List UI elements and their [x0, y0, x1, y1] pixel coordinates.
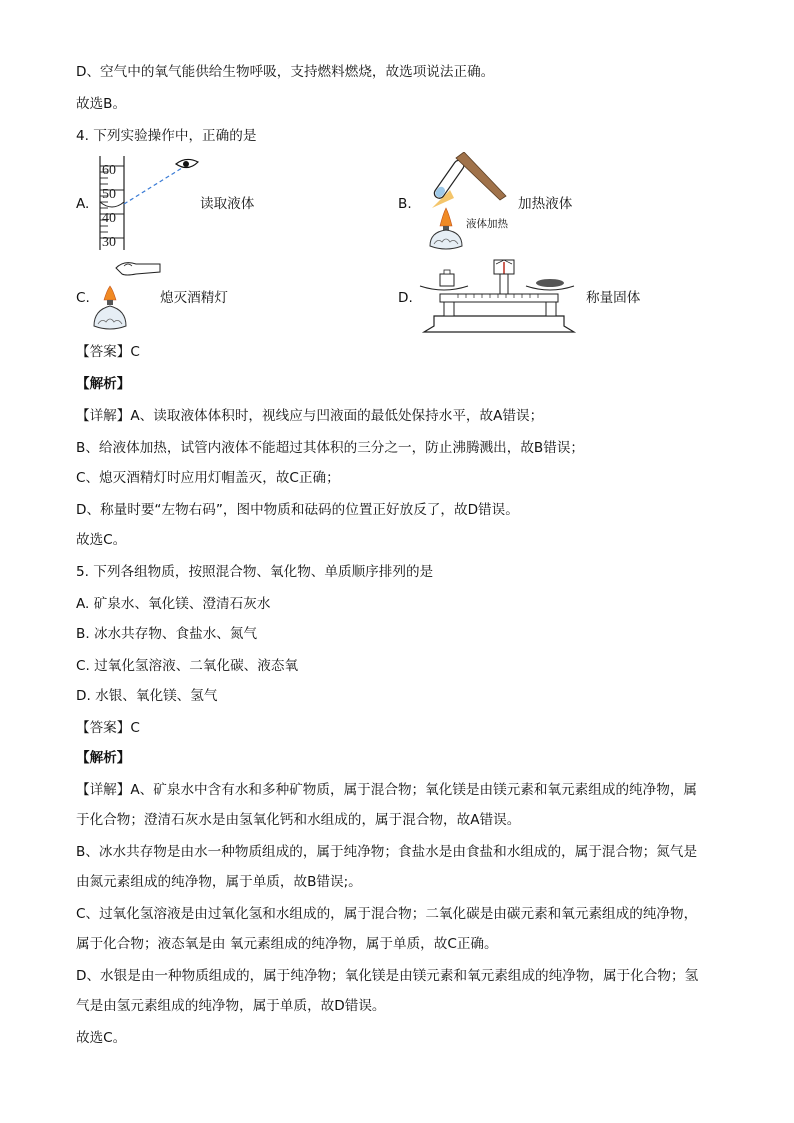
- detail-line: B、给液体加热，试管内液体不能超过其体积的三分之一，防止沸腾溅出，故B错误；: [76, 440, 585, 456]
- heating-liquid-figure: [416, 152, 516, 262]
- option-b-label: B.: [398, 196, 412, 212]
- detail-line: 【详解】A、读取液体体积时，视线应与凹液面的最低处保持水平，故A错误；: [76, 408, 544, 424]
- answer-label: 【答案】C: [76, 344, 140, 360]
- detail-line: 【详解】A、矿泉水中含有水和多种矿物质，属于混合物；氧化镁是由镁元素和氧元素组成的纯净物，属: [76, 782, 698, 798]
- option-d-label: D.: [398, 290, 413, 306]
- tick-label: 60: [102, 163, 116, 178]
- analysis-heading: 【解析】: [76, 750, 131, 766]
- tick-label: 40: [102, 211, 116, 226]
- option-c-label: C.: [76, 290, 90, 306]
- detail-line: C、熄灭酒精灯时应用灯帽盖灭，故C正确；: [76, 470, 340, 486]
- option-d-caption: 称量固体: [586, 290, 641, 306]
- detail-line: 气是由氢元素组成的纯净物，属于单质，故D错误。: [76, 998, 386, 1014]
- detail-line: D、称量时要“左物右码”，图中物质和砝码的位置正好放反了，故D错误。: [76, 502, 519, 518]
- detail-line: D、水银是由一种物质组成的，属于纯净物；氧化镁是由镁元素和氧元素组成的纯净物，属于化合物；氢: [76, 968, 699, 984]
- balance-scale-figure: [414, 256, 584, 336]
- graduated-cylinder-figure: [94, 152, 214, 252]
- option-a-label: A.: [76, 196, 90, 212]
- option-b-sub-caption: 液体加热: [466, 218, 508, 230]
- detail-line: C、过氧化氢溶液是由过氧化氢和水组成的，属于混合物；二氧化碳是由碳元素和氧元素组成的纯净物，: [76, 906, 698, 922]
- detail-line: 于化合物；澄清石灰水是由氢氧化钙和水组成的，属于混合物，故A错误。: [76, 812, 521, 828]
- option-line: A. 矿泉水、氧化镁、澄清石灰水: [76, 596, 271, 612]
- detail-line: 故选C。: [76, 1030, 127, 1046]
- text-line: 故选B。: [76, 96, 127, 112]
- detail-line: 属于化合物；液态氧是由 氧元素组成的纯净物，属于单质，故C正确。: [76, 936, 498, 952]
- answer-label: 【答案】C: [76, 720, 140, 736]
- blowing-out-lamp-figure: [90, 258, 170, 334]
- option-line: B. 冰水共存物、食盐水、氮气: [76, 626, 258, 642]
- option-b-caption: 加热液体: [518, 196, 573, 212]
- option-c-caption: 熄灭酒精灯: [160, 290, 228, 306]
- tick-label: 50: [102, 187, 116, 202]
- text-line: D、空气中的氧气能供给生物呼吸，支持燃料燃烧，故选项说法正确。: [76, 64, 495, 80]
- tick-label: 30: [102, 235, 116, 250]
- question-5-stem: 5. 下列各组物质，按照混合物、氧化物、单质顺序排列的是: [76, 564, 434, 580]
- analysis-heading: 【解析】: [76, 376, 131, 392]
- detail-line: 由氮元素组成的纯净物，属于单质，故B错误;。: [76, 874, 362, 890]
- option-a-caption: 读取液体: [200, 196, 255, 212]
- question-4-stem: 4. 下列实验操作中，正确的是: [76, 128, 257, 144]
- option-line: D. 水银、氧化镁、氢气: [76, 688, 218, 704]
- detail-line: B、冰水共存物是由水一种物质组成的，属于纯净物；食盐水是由食盐和水组成的，属于混合物；氮气是: [76, 844, 698, 860]
- eye-icon: [176, 159, 198, 167]
- option-line: C. 过氧化氢溶液、二氧化碳、液态氧: [76, 658, 299, 674]
- detail-line: 故选C。: [76, 532, 127, 548]
